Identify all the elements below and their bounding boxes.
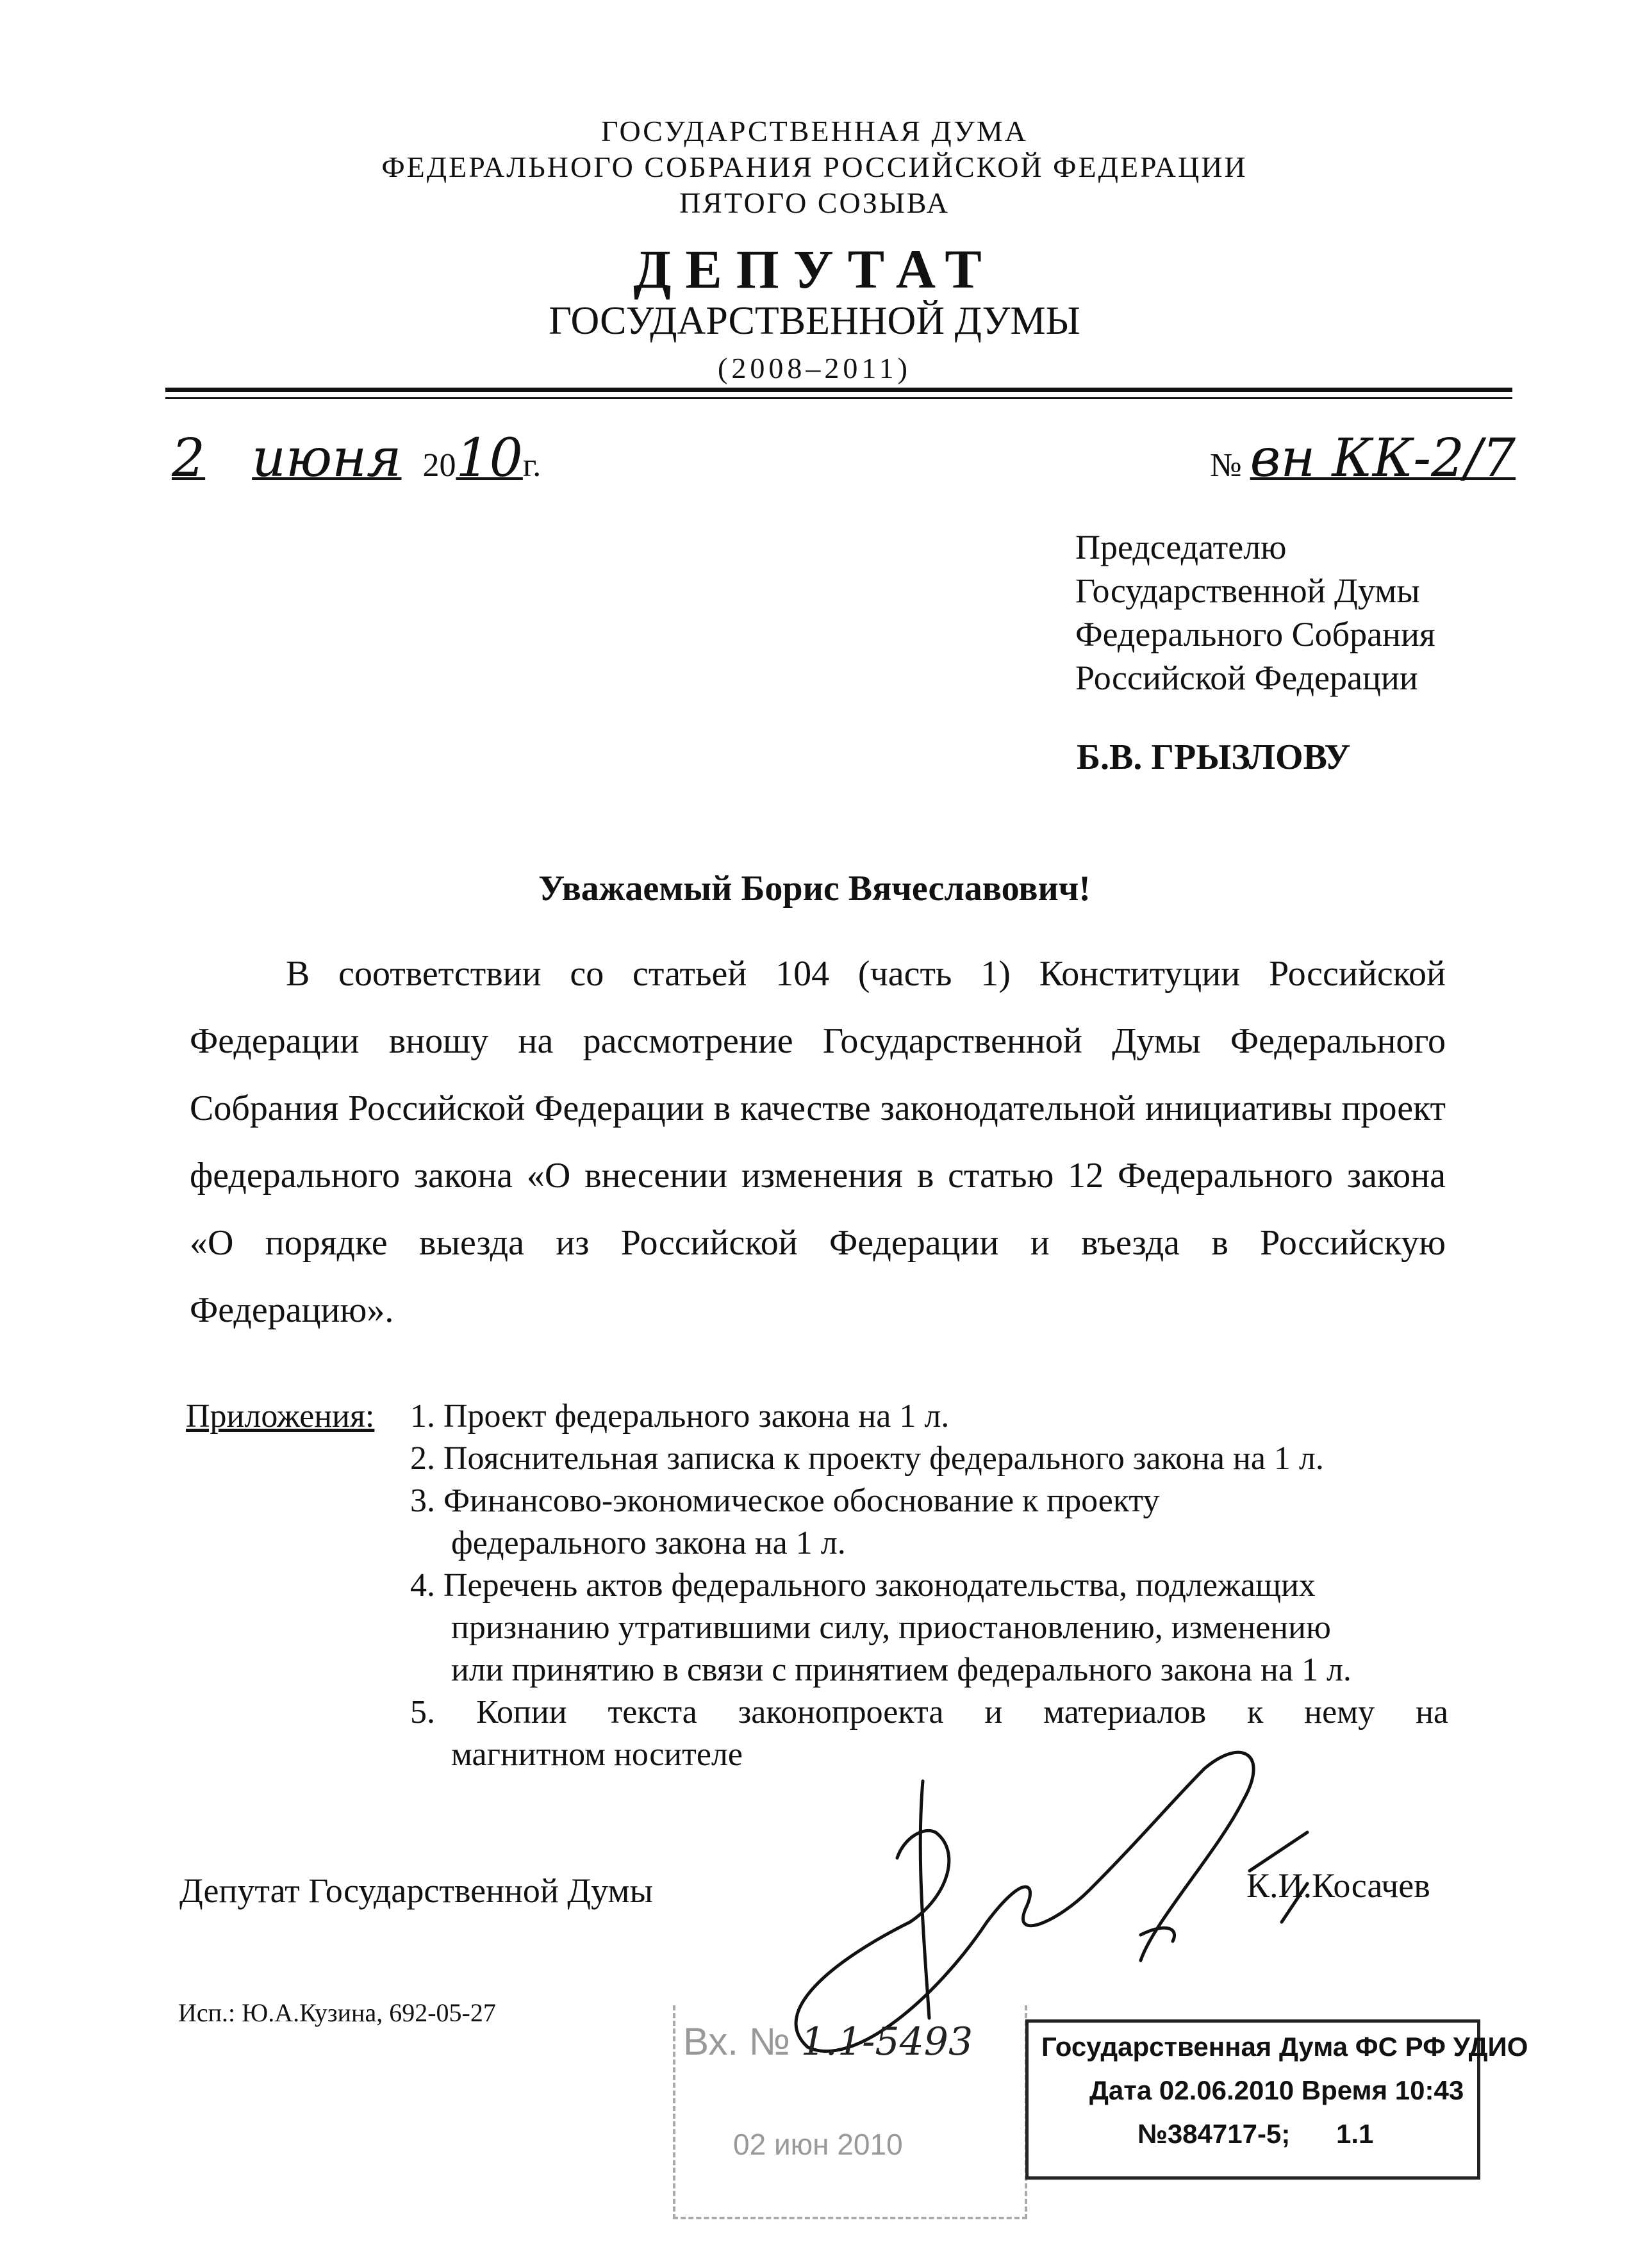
incoming-number-value: 1.1-5493 <box>800 2019 973 2064</box>
list-item: магнитном носителе <box>451 1736 743 1773</box>
attachments-label: Приложения: <box>186 1398 375 1434</box>
greeting: Уважаемый Борис Вячеславович! <box>538 869 1091 908</box>
list-item: 4. Перечень актов федерального законодательства, подлежащих <box>410 1567 1316 1604</box>
org-name-line1: ГОСУДАРСТВЕННАЯ ДУМА <box>601 115 1028 147</box>
registry-stamp-org: Государственная Дума ФС РФ УДИО <box>1041 2032 1528 2062</box>
body-paragraph: В соответствии со статьей 104 (часть 1) Конституции Российской Федерации вношу на рассмотрение Государственной Думы Федерального Собрания Российской Федерации в качестве законодательной инициативы проект федерального закона «О внесении изменения в статью 12 Федерального закона «О порядке выезда из Российской Федерации и въезда в Российскую Федерацию». <box>190 954 1446 1330</box>
registry-stamp-number: №384717-5; <box>1137 2119 1291 2149</box>
incoming-date: 02 июн 2010 <box>733 2128 903 2161</box>
list-item: 3. Финансово-экономическое обоснование к проекту <box>410 1483 1160 1519</box>
letter-date <box>172 428 541 489</box>
list-item: 5. Копии текста законопроекта и материалов к нему на <box>410 1694 1448 1730</box>
incoming-number <box>683 2019 973 2064</box>
date-year-suffix: 10 <box>456 428 523 489</box>
convocation: ПЯТОГО СОЗЫВА <box>679 186 950 219</box>
addressee-block <box>1075 525 1524 700</box>
registry-stamp-datetime: Дата 02.06.2010 Время 10:43 <box>1089 2075 1464 2105</box>
addressee-line: Российской Федерации <box>1075 659 1418 697</box>
registry-stamp <box>1025 2019 1528 2180</box>
letter-number <box>1210 428 1516 489</box>
list-item: 2. Пояснительная записка к проекту федерального закона на 1 л. <box>410 1440 1324 1477</box>
signatory-name: К.И.Косачев <box>1246 1866 1430 1905</box>
incoming-stamp <box>673 2005 1027 2219</box>
incoming-number-label: Вх. № <box>683 2020 791 2063</box>
date-year-prefix: 20 <box>422 447 456 484</box>
list-item: федерального закона на 1 л. <box>451 1525 846 1561</box>
list-item: 1. Проект федерального закона на 1 л. <box>410 1398 950 1434</box>
attachments-list <box>410 1395 1448 1776</box>
letterhead-subtitle: ГОСУДАРСТВЕННОЙ ДУМЫ <box>549 299 1080 343</box>
letterhead-title: ДЕПУТАТ <box>633 238 996 300</box>
registry-stamp-code: 1.1 <box>1336 2119 1374 2149</box>
number-label: № <box>1210 447 1242 484</box>
list-item: признанию утратившими силу, приостановлению, изменению <box>451 1609 1331 1646</box>
addressee-name: Б.В. ГРЫЗЛОВУ <box>1077 737 1351 777</box>
executor-info: Исп.: Ю.А.Кузина, 692-05-27 <box>178 1998 496 2027</box>
header-rule-thick <box>165 388 1512 392</box>
number-value: вн КК-2/7 <box>1250 428 1516 489</box>
org-name-line2: ФЕДЕРАЛЬНОГО СОБРАНИЯ РОССИЙСКОЙ ФЕДЕРАЦИИ <box>381 151 1248 183</box>
date-year-unit: г. <box>522 447 542 484</box>
list-item: или принятию в связи с принятием федерального закона на 1 л. <box>451 1652 1352 1688</box>
addressee-line: Федерального Собрания <box>1075 615 1435 653</box>
addressee-line: Государственной Думы <box>1075 571 1420 610</box>
signatory-position: Депутат Государственной Думы <box>179 1871 653 1910</box>
date-day: 2 <box>172 428 206 489</box>
header-rule-thin <box>165 397 1512 399</box>
term-years: (2008–2011) <box>718 352 911 384</box>
addressee-line: Председателю <box>1075 528 1287 566</box>
date-month: июня <box>252 428 402 489</box>
